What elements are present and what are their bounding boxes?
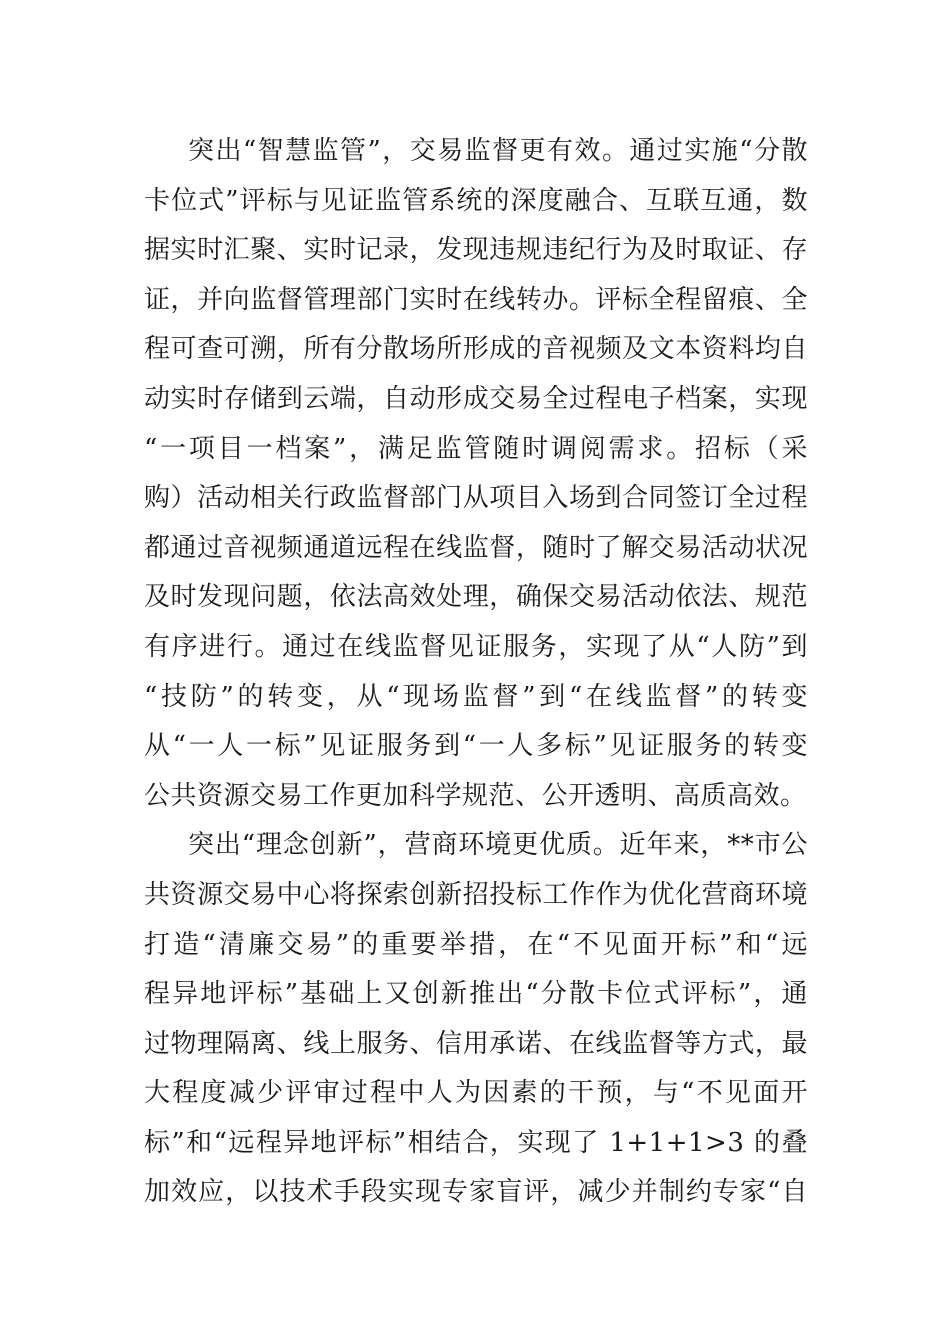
paragraph-1-line-9: 都通过音视频通道远程在线监督，随时了解交易活动状况 — [144, 532, 808, 563]
paragraph-1-line-7: “一项目一档案”，满足监管随时调阅需求。招标（采 — [144, 433, 808, 464]
paragraph-1-line-3: 据实时汇聚、实时记录，发现违规违纪行为及时取证、存 — [144, 235, 808, 266]
paragraph-2-line-1: 突出“理念创新”，营商环境更优质。近年来，**市公 — [188, 830, 808, 861]
paragraph-1-line-13: 从“一人一标”见证服务到“一人多标”见证服务的转变 — [144, 731, 808, 762]
paragraph-2-line-7: 标”和“远程异地评标”相结合，实现了 1+1+1>3 的叠 — [144, 1127, 808, 1158]
paragraph-1-line-10: 及时发现问题，依法高效处理，确保交易活动依法、规范 — [144, 582, 808, 613]
paragraph-2-line-4: 程异地评标”基础上又创新推出“分散卡位式评标”，通 — [144, 979, 808, 1010]
paragraph-2-line-2: 共资源交易中心将探索创新招投标工作作为优化营商环境 — [144, 879, 808, 910]
paragraph-1-line-12: “技防”的转变，从“现场监督”到“在线监督”的转变 — [144, 681, 808, 712]
paragraph-1-line-6: 动实时存储到云端，自动形成交易全过程电子档案，实现 — [144, 383, 808, 414]
paragraph-1-line-14: 公共资源交易工作更加科学规范、公开透明、高质高效。 — [144, 780, 807, 811]
paragraph-1-line-1: 突出“智慧监管”，交易监督更有效。通过实施“分散 — [188, 136, 808, 166]
paragraph-1-line-2: 卡位式”评标与见证监管系统的深度融合、互联互通，数 — [144, 185, 808, 216]
paragraph-2-line-3: 打造“清廉交易”的重要举措，在“不见面开标”和“远 — [144, 929, 808, 960]
paragraph-1-line-8: 购）活动相关行政监督部门从项目入场到合同签订全过程 — [144, 483, 808, 514]
paragraph-1-line-4: 证，并向监督管理部门实时在线转办。评标全程留痕、全 — [144, 284, 808, 315]
document-body — [144, 127, 808, 1218]
paragraph-2-line-5: 过物理隔离、线上服务、信用承诺、在线监督等方式，最 — [144, 1028, 808, 1059]
paragraph-1-line-5: 程可查可溯，所有分散场所形成的音视频及文本资料均自 — [144, 334, 808, 365]
paragraph-1-line-11: 有序进行。通过在线监督见证服务，实现了从“人防”到 — [144, 631, 808, 662]
paragraph-2-line-6: 大程度减少评审过程中人为因素的干预，与“不见面开 — [144, 1078, 808, 1109]
paragraph-2-line-8: 加效应，以技术手段实现专家盲评，减少并制约专家“自 — [144, 1177, 808, 1208]
